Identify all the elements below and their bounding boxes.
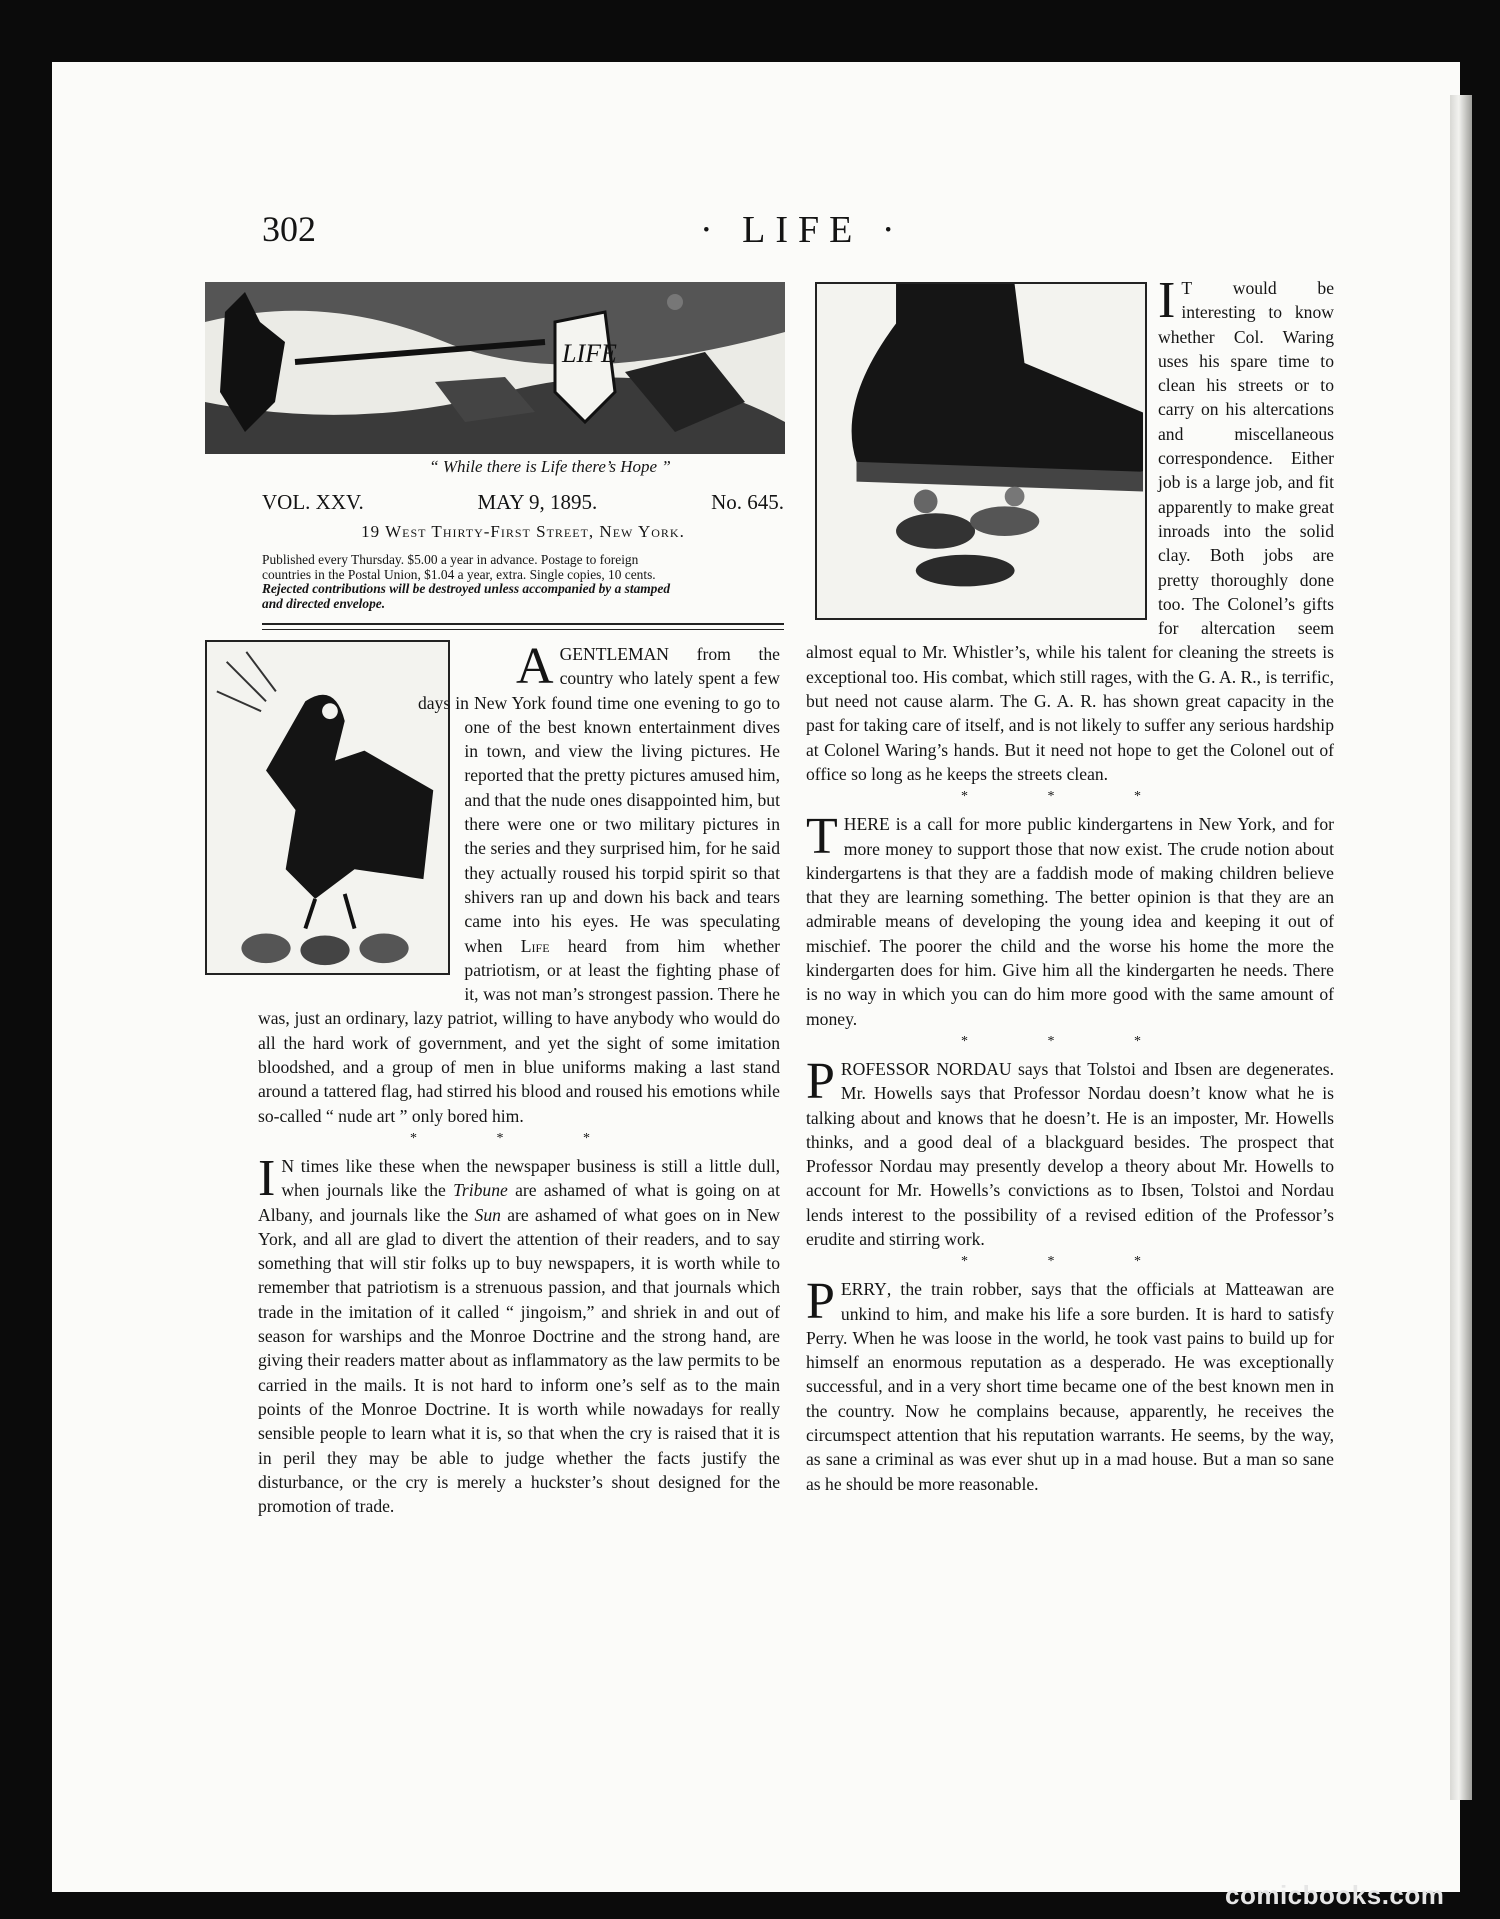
lead-word: ERRY — [840, 1279, 887, 1300]
right-column — [806, 272, 1334, 1496]
lead-word: N — [281, 1155, 295, 1176]
banner-life-lettering: LIFE — [562, 339, 617, 368]
article-perry — [806, 1273, 1334, 1496]
dropcap: P — [806, 1052, 835, 1110]
article-text: would be interesting to know whether Col. Waring uses his spare time to clean his streets or to carry on his altercations and miscellaneous correspondence. Either job is a large job, and fit apparently to make great inroads into the solid clay. Both jobs are pretty thoroughly done too. The Colonel’s gifts for altercation seem almost equal to Mr. Whistler’s, while his talent for cleaning the streets is exceptional too. His combat, which still rages, with the G. A. R., is terrific, but need not cause alarm. The G. A. R. has shown great capacity in the past for taking care of itself, and is not likely to suffer any serious hardship at Colonel Waring’s hands. But it need not hope to get the Colonel out of office so long as he keeps the streets clean. — [806, 278, 1334, 784]
lead-word: ROFESSOR NORDAU — [840, 1058, 1012, 1079]
publication-info — [262, 553, 784, 611]
page-edge — [1450, 95, 1472, 1800]
article-kindergarten — [806, 808, 1334, 1031]
volume: VOL. XXV. — [262, 490, 364, 514]
article-text: from the country who lately spent a few days in New York found time one evening to go to one of the best known entertainment dives in town, and view the living pictures. He reported that the pretty pictures amused him, and that the nude ones disappointed him, but there were one or two military pictures in the series and they surprised him, for he said they actually roused his torpid spirit so that shivers ran up and down his back and tears came into his eyes. He was speculating when — [417, 644, 780, 956]
tribune-mention: Tribune — [453, 1180, 508, 1201]
article-text: are ashamed of what is going on at Albany, and journals like the — [258, 1180, 780, 1225]
lead-word: HERE — [843, 814, 890, 835]
article-text: times like these when the newspaper business is still a little dull, when journals like the — [281, 1155, 780, 1201]
dropcap: T — [806, 808, 838, 866]
divider — [262, 623, 784, 625]
sun-mention: Sun — [474, 1204, 501, 1225]
pub-info-line: and directed envelope. — [262, 595, 386, 611]
issue-number: No. 645. — [711, 490, 784, 514]
illustration-wrap-space — [806, 276, 1158, 630]
magazine-title: · LIFE · — [700, 209, 905, 251]
dropcap: I — [1158, 272, 1176, 329]
volume-line — [262, 490, 784, 515]
life-mention: Life — [520, 935, 550, 956]
pub-info-line: Published every Thursday. $5.00 a year in advance. Postage to foreign — [262, 552, 639, 567]
lead-word: T — [1181, 278, 1193, 298]
separator-stars: * * * — [410, 1130, 628, 1146]
dropcap: A — [516, 638, 554, 695]
watermark: comicbooks.com — [1225, 1880, 1445, 1910]
separator-stars: * * * — [961, 1033, 1179, 1049]
pub-info-line: Rejected contributions will be destroyed unless accompanied by a stamped — [262, 581, 671, 596]
article-text: , the train robber, says that the officials at Matteawan are unkind to him, and make his life a sore burden. It is hard to satisfy Perry. When he was loose in the world, he took vast pains to build up for himself an enormous reputation as a desperado. He was exceptionally successful, and in a very short time became one of the best known men in the country. Now he complains because, apparently, he receives the circumspect attention that his reputation warrants. He seems, by the way, as sane a criminal as was ever shut up in a mad house. But a man so sane as he should be more reasonable. — [806, 1279, 1334, 1494]
separator-stars: * * * — [961, 1254, 1179, 1270]
left-column — [258, 638, 780, 1518]
lead-word: GENTLEMAN — [559, 644, 670, 664]
divider — [262, 629, 784, 630]
address: 19 West Thirty-First Street, New York. — [361, 522, 685, 541]
article-nordau — [806, 1052, 1334, 1251]
article-text: says that Tolstoi and Ibsen are degenerates. Mr. Howells says that Professor Nordau doesn’t know what he is talking about and knows that he doesn’t. He is an imposter, Mr. Howells thinks, and a good deal of a blackguard besides. The prospect that Professor Nordau may presently develop a theory about Mr. Howells to account for Mr. Howells’s convictions as to Ibsen, Tolstoi and Nordau lends interest to the possibility of a revised edition of the Professor’s erudite and stirring work. — [806, 1058, 1334, 1249]
article-waring — [806, 272, 1334, 786]
pub-info-line: countries in the Postal Union, $1.04 a year, extra. Single copies, 10 cents. — [262, 566, 656, 582]
article-text: is a call for more public kindergartens in New York, and for more money to support those that now exist. The crude notion about kindergartens is that they are a faddish mode of making children believe that they are learning something. The better opinion is that they are an admirable means of developing the young idea and keeping it out of mischief. The poorer the child and the worse his home the more the kindergarten does for him. Give him all the kindergarten he needs. There is no way in which you can do him more good with the same amount of money. — [806, 814, 1334, 1029]
masthead-illustration — [205, 282, 785, 454]
issue-date: MAY 9, 1895. — [477, 490, 598, 514]
article-text: heard from him whether patriotism, or at least the fighting phase of it, was not man’s strongest passion. There he was, just an ordinary, lazy patriot, willing to have anybody who would do all the hard work of government, and yet the sight of some imitation bloodshed, and a group of men in blue uniforms making a last stand around a tattered flag, had stirred his blood and roused his emotions while so-called “ nude art ” only bored him. — [258, 935, 780, 1126]
motto: “ While there is Life there’s Hope ” — [429, 457, 671, 476]
page-number: 302 — [262, 209, 316, 249]
dropcap: I — [258, 1149, 276, 1207]
separator-stars: * * * — [961, 789, 1179, 805]
article-gentleman — [258, 638, 780, 1128]
dropcap: P — [806, 1273, 835, 1331]
article-text: are ashamed of what goes on in New York, and all are glad to divert the attention of their readers, and to say something that will stir folks up to buy newspapers, it is worth while to remember that patriotism is a strenuous passion, and that journals which trade in the imitation of it called “ jingoism,” and shriek in and out of season for warships and the Monroe Doctrine and the strong hand, are giving their readers matter about as inflammatory as the law permits to be carried in the mails. It is not hard to inform one’s self as to the main points of the Monroe Doctrine. It is worth while nowadays for really sensible people to learn what it is, so that when the cry is raised that it is in peril they may be able to judge whether the facts justify the disturbance, or the cry is merely a huckster’s shout designed for the promotion of trade. — [258, 1204, 780, 1517]
article-newspaper — [258, 1149, 780, 1518]
